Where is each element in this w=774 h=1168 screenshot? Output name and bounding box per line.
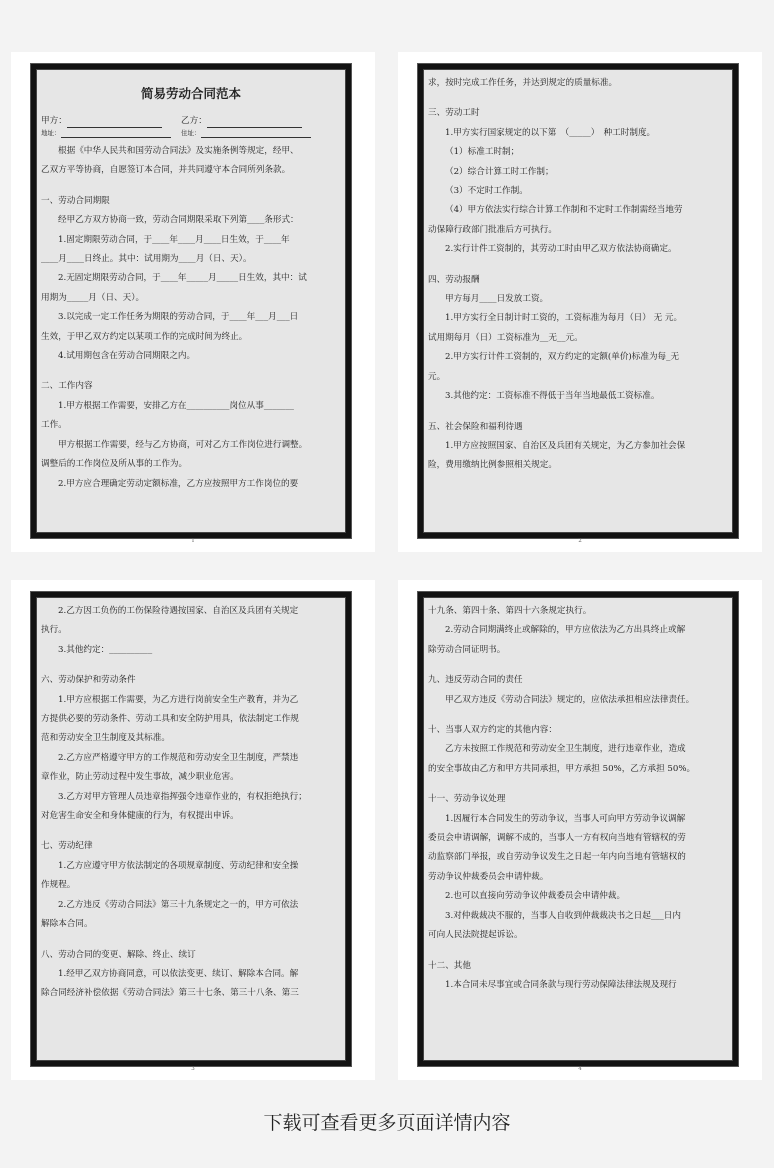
text-line: 1.甲方实行全日制计时工资的，工资标准为每月（日） 无 元。	[445, 313, 683, 324]
text-line: 甲方根据工作需要，经与乙方协商，可对乙方工作岗位进行调整。	[58, 439, 308, 450]
page-content	[41, 74, 341, 526]
section-heading: 五、社会保险和福利待遇	[428, 421, 523, 432]
text-line: 3.对仲裁裁决不服的，当事人自收到仲裁裁决书之日起___日内	[445, 910, 681, 921]
section-heading: 十、当事人双方约定的其他内容：	[428, 725, 557, 736]
party-a-label: 甲方：	[41, 116, 67, 126]
page-1-text	[41, 142, 341, 494]
text-line: 范和劳动安全卫生制度及其标准。	[41, 733, 170, 744]
text-line: 十九条、第四十条、第四十六条规定执行。	[428, 606, 592, 616]
download-caption[interactable]: 下载可查看更多页面详情内容	[263, 1112, 511, 1134]
document-page-1	[11, 52, 375, 552]
text-line: 对危害生命安全和身体健康的行为，有权提出申诉。	[41, 811, 239, 822]
text-line: 2.劳动合同期满终止或解除的，甲方应依法为乙方出具终止或解	[445, 625, 686, 636]
section-heading: 六、劳动保护和劳动条件	[41, 675, 136, 686]
page-number: 4	[578, 1066, 582, 1072]
text-line: 劳动争议仲裁委员会申请仲裁。	[428, 871, 549, 882]
section-heading: 四、劳动报酬	[428, 274, 480, 285]
section-heading: 十二、其他	[428, 960, 471, 971]
text-line: 除劳动合同证明书。	[428, 644, 506, 655]
text-line: 2.实行计件工资制的，其劳动工时由甲乙双方依法协商确定。	[445, 244, 677, 255]
text-line: 乙方未按照工作规范和劳动安全卫生制度，进行违章作业，造成	[445, 744, 686, 755]
text-line: 险，费用缴纳比例参照相关规定。	[428, 460, 557, 471]
text-line: 调整后的工作岗位及所从事的工作为。	[41, 459, 188, 470]
text-line: 2.乙方因工负伤的工伤保险待遇按国家、自治区及兵团有关规定	[58, 606, 299, 616]
text-line: （3）不定时工作制。	[445, 186, 528, 197]
section-heading: 三、劳动工时	[428, 108, 480, 119]
page-number: 2	[578, 538, 582, 544]
text-line: 的安全事故由乙方和甲方共同承担，甲方承担 50%，乙方承担 50%。	[428, 763, 696, 774]
text-line: 2.乙方应严格遵守甲方的工作规范和劳动安全卫生制度，严禁违	[58, 752, 299, 763]
text-line: （2）综合计算工时工作制；	[445, 166, 554, 177]
text-line: 甲方每月____日发放工资。	[445, 294, 549, 305]
address-row	[41, 128, 341, 138]
page-3-text	[41, 602, 341, 1004]
text-line: （4）甲方依法实行综合计算工作制和不定时工作制需经当地劳	[445, 205, 683, 216]
page-content	[428, 74, 728, 526]
text-line: 1.固定期限劳动合同，于____年____月____日生效，于____年	[58, 234, 290, 245]
text-line: 2.甲方实行计件工资制的，双方约定的定额(单价)标准为每_无	[445, 352, 680, 363]
text-line: 解除本合同。	[41, 919, 93, 930]
text-line: （1）标准工时制；	[445, 147, 520, 158]
section-heading: 一、劳动合同期限	[41, 195, 110, 206]
text-line: 1.甲方应按照国家、自治区及兵团有关规定，为乙方参加社会保	[445, 440, 686, 451]
section-heading: 九、违反劳动合同的责任	[428, 675, 523, 686]
document-title: 简易劳动合同范本	[140, 86, 241, 101]
text-line: 1.乙方应遵守甲方依法制定的各项规章制度、劳动纪律和安全操	[58, 860, 299, 871]
text-line: 2.甲方应合理确定劳动定额标准，乙方应按照甲方工作岗位的要	[58, 478, 299, 489]
text-line: 2.无固定期限劳动合同，于____年_____月_____日生效，其中：试	[58, 273, 307, 284]
text-line: 3.乙方对甲方管理人员违章指挥强令违章作业的，有权拒绝执行；	[58, 791, 307, 802]
address-b-blank	[201, 137, 311, 138]
text-line: 1.因履行本合同发生的劳动争议，当事人可向甲方劳动争议调解	[445, 813, 686, 824]
text-line: 3.其他约定：工资标准不得低于当年当地最低工资标准。	[445, 391, 660, 402]
text-line: 执行。	[41, 625, 67, 636]
text-line: 甲乙双方违反《劳动合同法》规定的，应依法承担相应法律责任。	[445, 694, 695, 705]
text-line: 3.以完成一定工作任务为期限的劳动合同，于____年___月___日	[58, 312, 299, 323]
text-line: 2.乙方违反《劳动合同法》第三十九条规定之一的，甲方可依法	[58, 899, 299, 910]
text-line: 动保障行政部门批准后方可执行。	[428, 224, 557, 235]
text-line: 动监察部门举报，或自劳动争议发生之日起一年内向当地有管辖权的	[428, 852, 686, 863]
text-line: 求，按时完成工作任务，并达到规定的质量标准。	[428, 78, 618, 88]
text-line: 经甲乙方双方协商一致，劳动合同期限采取下列第____条形式：	[58, 215, 299, 226]
text-line: 方提供必要的劳动条件、劳动工具和安全防护用具，依法制定工作规	[41, 714, 299, 725]
text-line: 元。	[428, 371, 446, 382]
document-page-3	[11, 580, 375, 1080]
section-heading: 十一、劳动争议处理	[428, 794, 506, 805]
page-number: 1	[191, 538, 195, 544]
text-line: 1.甲方应根据工作需要，为乙方进行岗前安全生产教育，并为乙	[58, 694, 299, 705]
section-heading: 七、劳动纪律	[41, 841, 93, 852]
text-line: 1.经甲乙双方协商同意，可以依法变更、续订、解除本合同。解	[58, 968, 299, 979]
page-content	[41, 602, 341, 1054]
page-2-text	[428, 74, 728, 476]
page-4-text	[428, 602, 728, 995]
text-line: 试用期每月（日）工资标准为__无__元。	[428, 332, 583, 343]
text-line: ____月____日终止。其中：试用期为____月（日、天）。	[41, 254, 252, 265]
address-a-label: 地址：	[41, 129, 61, 137]
text-line: 根据《中华人民共和国劳动合同法》及实施条例等规定，经甲、	[58, 146, 299, 156]
text-line: 除合同经济补偿依据《劳动合同法》第三十七条、第三十八条、第三	[41, 988, 299, 999]
page-number: 3	[191, 1066, 195, 1072]
party-row	[41, 115, 341, 128]
page-content	[428, 602, 728, 1054]
party-b-label: 乙方：	[181, 116, 207, 126]
text-line: 1.甲方根据工作需要，安排乙方在__________岗位从事_______	[58, 400, 294, 411]
section-heading: 八、劳动合同的变更、解除、终止、续订	[41, 949, 196, 960]
text-line: 工作。	[41, 420, 67, 431]
text-line: 2.也可以直接向劳动争议仲裁委员会申请仲裁。	[445, 891, 626, 902]
address-a-blank	[61, 137, 171, 138]
text-line: 可向人民法院提起诉讼。	[428, 930, 523, 941]
address-b-label: 住址：	[181, 129, 201, 137]
text-line: 3.其他约定：__________	[58, 644, 153, 655]
text-line: 乙双方平等协商，自愿签订本合同，并共同遵守本合同所列条款。	[41, 165, 291, 176]
text-line: 委员会申请调解，调解不成的，当事人一方有权向当地有管辖权的劳	[428, 833, 686, 844]
document-page-2	[398, 52, 762, 552]
text-line: 生效，于甲乙双方约定以某项工作的完成时间为终止。	[41, 331, 248, 342]
document-page-4	[398, 580, 762, 1080]
text-line: 作规程。	[41, 880, 76, 891]
text-line: 4.试用期包含在劳动合同期限之内。	[58, 351, 196, 362]
section-heading: 二、工作内容	[41, 381, 93, 392]
text-line: 1.甲方实行国家规定的以下第 （_____） 种工时制度。	[445, 127, 656, 138]
text-line: 用期为_____月（日、天）。	[41, 292, 145, 303]
text-line: 1.本合同未尽事宜或合同条款与现行劳动保障法律法规及现行	[445, 979, 677, 990]
text-line: 章作业，防止劳动过程中发生事故，减少职业危害。	[41, 772, 239, 783]
